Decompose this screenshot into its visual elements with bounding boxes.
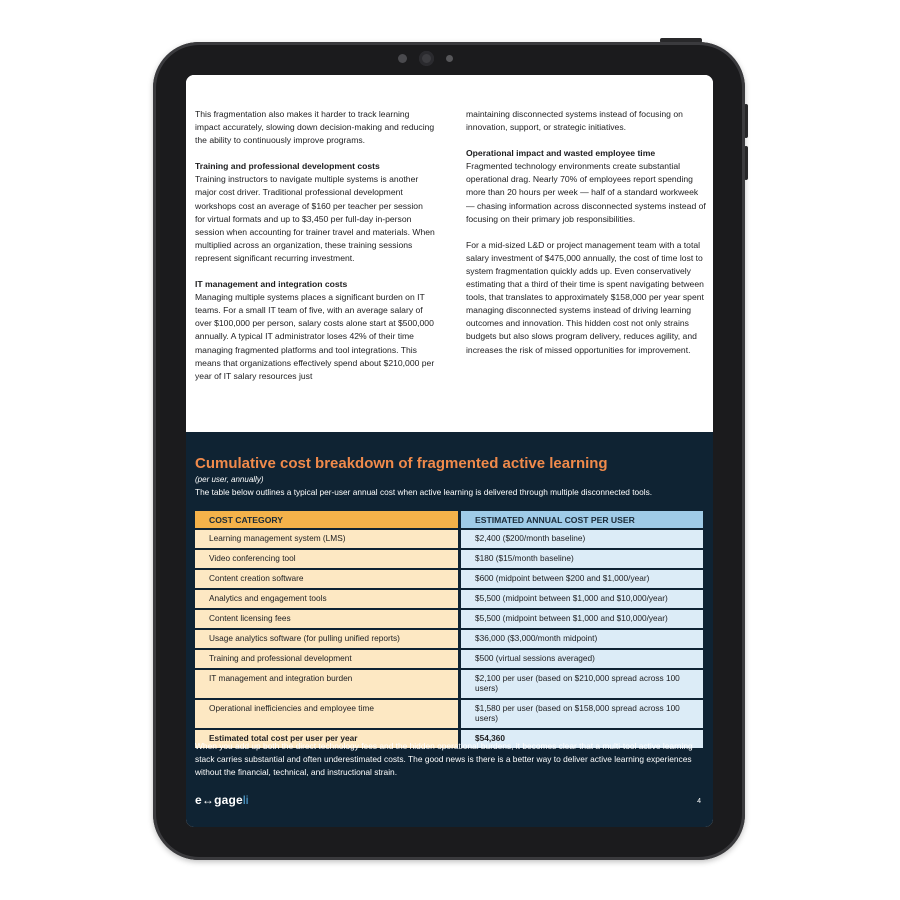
total-label-cell: Estimated total cost per user per year xyxy=(195,730,461,748)
left-text-column xyxy=(195,108,435,396)
tablet-screen xyxy=(186,75,713,827)
annual-cost-cell: $1,580 per user (based on $158,000 spread across 100 users) xyxy=(461,700,703,728)
training-body: Training instructors to navigate multiple systems is another major cost driver. Traditional professional development workshops cost an average of $160 per teacher per session for virtual formats and up to $3,450 per full-day in-person session when accounting for trainer travel and materials. When multiplied across an organization, these training sessions represent significant recurring investment. xyxy=(195,174,435,263)
it-body: Managing multiple systems places a significant burden on IT teams. For a small IT team of five, with an average salary of over $100,000 per person, salary costs alone start at $500,000 annually. A typical IT administrator loses 42% of their time managing fragmented platforms and tool integrations. This means that organizations effectively spend about $210,000 per year of IT salary resources just xyxy=(195,292,435,381)
engageli-logo xyxy=(195,793,249,807)
it-section xyxy=(195,278,435,383)
front-camera xyxy=(419,51,434,66)
document-text-section xyxy=(186,75,713,432)
table-row xyxy=(195,570,703,588)
table-row xyxy=(195,700,703,728)
cost-table xyxy=(195,509,703,750)
it-heading: IT management and integration costs xyxy=(195,279,348,290)
training-heading: Training and professional development costs xyxy=(195,161,380,172)
annual-cost-cell: $5,500 (midpoint between $1,000 and $10,000/year) xyxy=(461,590,703,608)
cost-category-cell: IT management and integration burden xyxy=(195,670,461,698)
page-number: 4 xyxy=(697,798,701,805)
right-text-column xyxy=(466,108,706,370)
header-cost-category: COST CATEGORY xyxy=(195,511,461,528)
breakdown-subtitle: (per user, annually) xyxy=(195,475,264,484)
breakdown-intro: The table below outlines a typical per-user annual cost when active learning is delivered through multiple disconnected tools. xyxy=(195,487,653,497)
cost-category-cell: Content creation software xyxy=(195,570,461,588)
cost-category-cell: Content licensing fees xyxy=(195,610,461,628)
annual-cost-cell: $2,400 ($200/month baseline) xyxy=(461,530,703,548)
operational-body: Fragmented technology environments create substantial operational drag. Nearly 70% of employees report spending more than 20 hours per week — half of a standard workweek — chasing information across disconnected systems instead of focusing on their primary job responsibilities. xyxy=(466,161,706,224)
cost-category-cell: Analytics and engagement tools xyxy=(195,590,461,608)
cost-breakdown-section xyxy=(186,432,713,827)
cost-category-cell: Video conferencing tool xyxy=(195,550,461,568)
annual-cost-cell: $2,100 per user (based on $210,000 spread across 100 users) xyxy=(461,670,703,698)
logo-main-text: e↔gage xyxy=(195,793,243,807)
table-row xyxy=(195,550,703,568)
fragmentation-paragraph: This fragmentation also makes it harder to track learning impact accurately, slowing down decision-making and reducing the ability to continuously improve programs. xyxy=(195,109,435,146)
cost-category-cell: Learning management system (LMS) xyxy=(195,530,461,548)
team-cost-paragraph: For a mid-sized L&D or project management team with a total salary investment of $475,000 annually, the cost of time lost to system fragmentation quickly adds up. Even conservatively estimating that a third of their time is spent navigating between tools, that translates to approximately $158,000 per year spent managing disconnected systems instead of driving learning outcomes and innovation. This hidden cost not only strains budgets but also slows program delivery, reduces agility, and increases the risk of missed opportunities for improvement. xyxy=(466,239,704,355)
annual-cost-cell: $500 (virtual sessions averaged) xyxy=(461,650,703,668)
table-row xyxy=(195,590,703,608)
table-header-row xyxy=(195,511,703,528)
table-row xyxy=(195,530,703,548)
table-row xyxy=(195,610,703,628)
cost-category-cell: Training and professional development xyxy=(195,650,461,668)
annual-cost-cell: $180 ($15/month baseline) xyxy=(461,550,703,568)
annual-cost-cell: $5,500 (midpoint between $1,000 and $10,000/year) xyxy=(461,610,703,628)
light-sensor xyxy=(446,55,453,62)
table-row xyxy=(195,650,703,668)
table-row xyxy=(195,670,703,698)
breakdown-title: Cumulative cost breakdown of fragmented active learning xyxy=(195,455,608,472)
annual-cost-cell: $36,000 ($3,000/month midpoint) xyxy=(461,630,703,648)
continuation-paragraph: maintaining disconnected systems instead of focusing on innovation, support, or strategic initiatives. xyxy=(466,109,683,133)
training-section xyxy=(195,160,435,265)
cost-category-cell: Operational inefficiencies and employee time xyxy=(195,700,461,728)
operational-heading: Operational impact and wasted employee time xyxy=(466,148,656,159)
annual-cost-cell: $600 (midpoint between $200 and $1,000/year) xyxy=(461,570,703,588)
header-annual-cost: ESTIMATED ANNUAL COST PER USER xyxy=(461,511,703,528)
table-row xyxy=(195,630,703,648)
cost-category-cell: Usage analytics software (for pulling unified reports) xyxy=(195,630,461,648)
logo-accent-text: li xyxy=(242,793,249,807)
breakdown-conclusion: When you add up both the direct technology fees and the hidden operational burdens, it becomes clear that a multi-tool active learning stack carries substantial and often underestimated costs. The good news is there is a better way to deliver active learning experiences without the financial, technical, and instructional strain. xyxy=(195,741,693,777)
operational-section xyxy=(466,147,706,226)
sensor-dot xyxy=(398,54,407,63)
total-value-cell: $54,360 xyxy=(461,730,703,748)
